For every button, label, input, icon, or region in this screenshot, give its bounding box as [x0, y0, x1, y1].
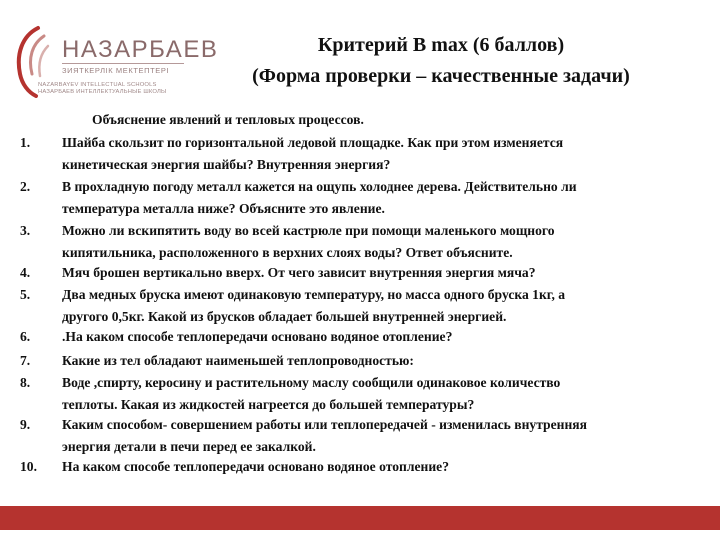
list-item-text: другого 0,5кг. Какой из брусков обладает большей внутренней энергией. — [62, 309, 507, 324]
logo-caption-ru: НАЗАРБАЕВ ИНТЕЛЛЕКТУАЛЬНЫЕ ШКОЛЫ — [38, 89, 167, 95]
list-item-text: На каком способе теплопередачи основано водяное отопление? — [62, 459, 449, 474]
logo-subtitle: ЗИЯТКЕРЛІК МЕКТЕПТЕРІ — [62, 63, 184, 75]
list-item-text: энергия детали в печи перед ее закалкой. — [62, 439, 316, 454]
list-item-text: кипятильника, расположенного в верхних слоях воды? Ответ объясните. — [62, 245, 513, 260]
list-item-text: Каким способом- совершением работы или теплопередачей - изменилась внутренняя — [62, 417, 588, 432]
list-item-number: 10. — [20, 459, 37, 474]
list-item-text: Воде ,спирту, керосину и растительному маслу сообщили одинаковое количество — [62, 375, 561, 390]
list-item-number: 5. — [20, 287, 31, 302]
list-item-number: 2. — [20, 179, 31, 194]
logo-name: НАЗАРБАЕВ — [62, 36, 219, 63]
intro-text: Объяснение явлений и тепловых процессов. — [92, 112, 364, 127]
list-item-text: Два медных бруска имеют одинаковую температуру, но масса одного бруска 1кг, а — [62, 287, 566, 302]
list-item-number: 3. — [20, 223, 31, 238]
logo-caption-en: NAZARBAYEV INTELLECTUAL SCHOOLS — [38, 82, 157, 88]
title-line-1: Критерий В max (6 баллов) — [317, 34, 565, 56]
list-item-text: Шайба скользит по горизонтальной ледовой площадке. Как при этом изменяется — [62, 135, 564, 150]
title-line-2: (Форма проверки – качественные задачи) — [252, 65, 630, 87]
list-item-text: В прохладную погоду металл кажется на ощупь холоднее дерева. Действительно ли — [62, 179, 577, 194]
list-item-text: Какие из тел обладают наименьшей теплопроводностью: — [62, 353, 414, 368]
list-item-text: Можно ли вскипятить воду во всей кастрюле при помощи маленького мощного — [62, 223, 555, 238]
list-item-text: кинетическая энергия шайбы? Внутренняя энергия? — [62, 157, 391, 172]
list-item-number: 9. — [20, 417, 31, 432]
list-item-number: 8. — [20, 375, 31, 390]
list-item-number: 6. — [20, 329, 31, 344]
list-item-text: теплоты. Какая из жидкостей нагреется до большей температуры? — [62, 397, 475, 412]
slide-title — [196, 30, 686, 92]
list-item-number: 7. — [20, 353, 31, 368]
list-item-number: 1. — [20, 135, 31, 150]
logo-caption — [38, 82, 208, 96]
list-item-text: температура металла ниже? Объясните это явление. — [62, 201, 385, 216]
footer-bar — [0, 506, 720, 530]
school-logo — [8, 18, 219, 108]
list-item-number: 4. — [20, 265, 31, 280]
list-item-text: Мяч брошен вертикально вверх. От чего зависит внутренняя энергия мяча? — [62, 265, 536, 280]
list-item-text: .На каком способе теплопередачи основано водяное отопление? — [62, 329, 453, 344]
